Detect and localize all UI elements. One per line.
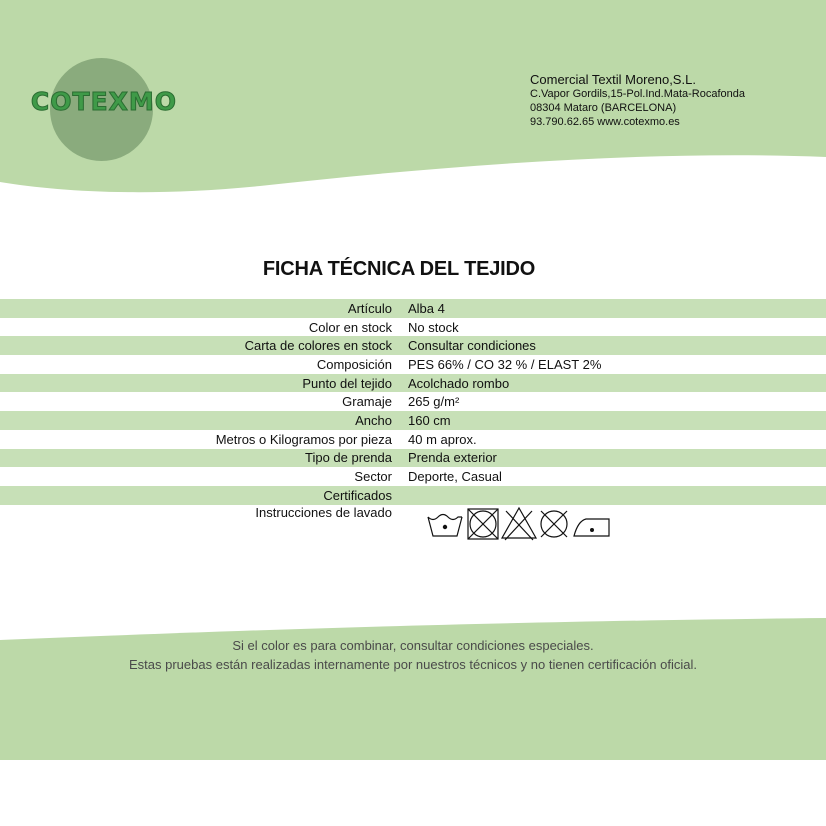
- document-title: FICHA TÉCNICA DEL TEJIDO: [262, 258, 536, 280]
- spec-row-tipo-de-prenda: [0, 449, 826, 468]
- spec-label: Gramaje: [342, 394, 392, 410]
- no-dry-clean-icon: [541, 511, 567, 537]
- spec-row-metros-por-pieza: [0, 430, 826, 449]
- spec-label: Metros o Kilogramos por pieza: [215, 431, 392, 447]
- spec-row-articulo: [0, 299, 826, 318]
- spec-row-punto-del-tejido: [0, 374, 826, 393]
- company-address: C.Vapor Gordils,15-Pol.Ind.Mata-Rocafonda: [530, 88, 746, 101]
- spec-row-carta-de-colores: [0, 336, 826, 355]
- spec-label: Color en stock: [308, 319, 392, 335]
- spec-label: Sector: [354, 469, 392, 485]
- footer-band: [0, 612, 826, 762]
- spec-label: Ancho: [355, 412, 392, 428]
- wash-30-icon: [428, 515, 462, 537]
- iron-low-icon: [574, 519, 609, 536]
- spec-row-sector: [0, 467, 826, 486]
- spec-table: [0, 299, 826, 505]
- spec-value: Alba 4: [408, 300, 445, 316]
- spec-label: Carta de colores en stock: [244, 338, 392, 354]
- spec-row-instrucciones-lavado: [0, 505, 826, 545]
- spec-value: 265 g/m²: [408, 394, 460, 410]
- spec-label: Composición: [316, 356, 392, 372]
- company-contact: 93.790.62.65 www.cotexmo.es: [530, 115, 680, 128]
- spec-value: 160 cm: [408, 412, 451, 428]
- spec-label: Certificados: [323, 487, 392, 503]
- spec-row-certificados: [0, 486, 826, 505]
- company-name: Comercial Textil Moreno,S.L.: [530, 72, 696, 87]
- company-city: 08304 Mataro (BARCELONA): [530, 102, 677, 114]
- company-logo: COTEXMO: [30, 87, 178, 116]
- spec-value: No stock: [408, 319, 459, 335]
- spec-label: Artículo: [347, 300, 392, 316]
- spec-row-ancho: [0, 411, 826, 430]
- spec-label: Tipo de prenda: [305, 450, 392, 466]
- footer-note-2: Estas pruebas están realizadas internamente por nuestros técnicos y no tienen certificación oficial.: [129, 657, 697, 672]
- care-symbols: [426, 503, 616, 543]
- spec-row-color-en-stock: [0, 318, 826, 337]
- spec-row-composicion: [0, 355, 826, 374]
- no-tumble-dry-icon: [468, 509, 498, 539]
- footer-note-1: Si el color es para combinar, consultar condiciones especiales.: [232, 638, 594, 653]
- spec-row-gramaje: [0, 392, 826, 411]
- spec-value: Consultar condiciones: [408, 338, 536, 354]
- spec-label: Instrucciones de lavado: [255, 505, 392, 520]
- spec-value: Prenda exterior: [408, 450, 497, 466]
- company-info: [530, 72, 745, 130]
- spec-label: Punto del tejido: [302, 375, 392, 391]
- spec-value: 40 m aprox.: [408, 431, 477, 447]
- spec-value: Acolchado rombo: [408, 375, 510, 391]
- spec-value: Deporte, Casual: [408, 469, 502, 485]
- spec-value: PES 66% / CO 32 % / ELAST 2%: [408, 356, 602, 372]
- no-bleach-icon: [502, 508, 536, 540]
